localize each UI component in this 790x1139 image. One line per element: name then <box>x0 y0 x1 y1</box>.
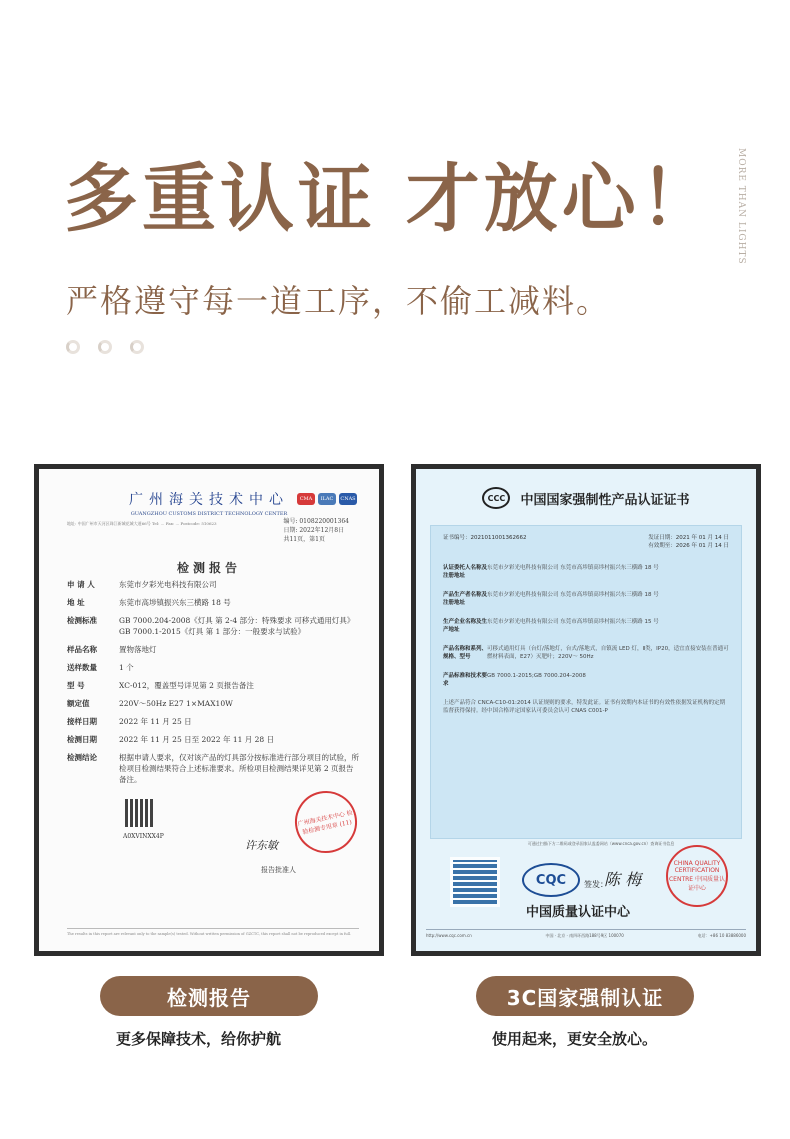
report-row <box>67 680 359 691</box>
report-stamp: 广州海关技术中心 检验检测专用章 (11) <box>289 785 363 859</box>
report-rows <box>67 579 359 792</box>
row-key: 认证委托人名称及注册地址 <box>443 565 488 579</box>
cert-issue-date: 发证日期：2021 年 01 月 14 日 <box>648 535 729 541</box>
report-approver: 报告批准人 <box>261 866 296 874</box>
row-key: 额定值 <box>67 699 90 708</box>
report-row <box>67 734 359 745</box>
cert-row <box>443 672 729 688</box>
report-footer: The results in this report are relevant only to the sample(s) tested. Without written permission of GZCTC, this report shall not be reproduced except in full. <box>67 928 359 937</box>
row-value: 220V～50Hz E27 1×MAX10W <box>119 699 233 708</box>
cert-header <box>428 487 744 509</box>
row-value: 2022 年 11 月 25 日至 2022 年 11 月 28 日 <box>119 735 275 744</box>
report-row <box>67 579 359 590</box>
row-key: 产品标准和技术要求 <box>443 673 488 687</box>
subline: 严格遵守每一道工序，不偷工减料。 <box>66 282 611 320</box>
circle-icon <box>66 340 80 354</box>
row-value: 1 个 <box>119 663 134 672</box>
row-key: 接样日期 <box>67 717 97 726</box>
report-id-code: A0XVINXX4P <box>123 833 164 840</box>
row-key: 样品名称 <box>67 645 97 654</box>
row-key: 型 号 <box>67 681 85 690</box>
row-key: 申 请 人 <box>67 580 95 589</box>
ccc-badge: 3C国家强制认证 <box>476 976 694 1016</box>
report-row <box>67 662 359 673</box>
test-report-caption: 更多保障技术，给你护航 <box>116 1030 282 1048</box>
ccc-cert-image[interactable] <box>411 464 761 956</box>
ccc-caption: 使用起来，更安全放心。 <box>492 1030 658 1048</box>
report-title: 检测报告 <box>176 561 241 575</box>
cert-footer-tel: 电话：+86 10 83886000 <box>697 933 746 938</box>
cqc-logo-icon: CQC <box>522 863 580 897</box>
cert-note: 可通过扫描下方二维码或登录国家认监委网站（www.cnca.gov.cn）查询证书信息 <box>527 841 675 846</box>
cert-legal: 上述产品符合 CNCA-C10-01:2014 认证规则的要求，特发此证。证书有效期内本证书的有效性依据发证机构的定期监督获得保持。经中国合格评定国家认可委员会认可 CNAS C001-P <box>443 700 726 714</box>
report-number: 编号: 0108220001364 <box>283 518 349 525</box>
ccc-logo-icon: CCC <box>482 487 510 509</box>
ccc-cert-doc <box>416 469 756 951</box>
cma-logo-icon: CMA <box>297 493 315 505</box>
cert-footer <box>426 929 746 939</box>
side-text: MORE THAN LIGHTS <box>736 148 746 265</box>
cert-body <box>430 525 742 839</box>
report-row <box>67 752 359 785</box>
row-value: GB 7000.1-2015;GB 7000.204-2008 <box>487 673 586 679</box>
cert-dates <box>648 534 729 550</box>
row-value: 东莞市夕彩光电科技有限公司 东莞市高埗镇高埗村振兴东三横路 15 号 <box>487 619 659 625</box>
report-row <box>67 644 359 655</box>
cert-title: 中国国家强制性产品认证证书 <box>520 492 690 508</box>
cert-signature: 陈 梅 <box>604 870 642 889</box>
cert-row <box>443 645 729 661</box>
row-key: 产品名称和系列、规格、型号 <box>443 646 488 660</box>
decor-circles <box>66 340 144 354</box>
report-pages: 共11页，第1页 <box>283 536 325 543</box>
circle-icon <box>130 340 144 354</box>
row-value: 东莞市夕彩光电科技有限公司 东莞市高埗镇高埗村振兴东三横路 18 号 <box>487 592 659 598</box>
report-row <box>67 698 359 709</box>
report-signature: 许东敏 <box>245 839 278 852</box>
row-key: 产品生产者名称及注册地址 <box>443 592 488 606</box>
row-value: 东莞市高埗镇振兴东三横路 18 号 <box>119 598 231 607</box>
report-row <box>67 716 359 727</box>
row-value: 东莞市夕彩光电科技有限公司 <box>119 580 217 589</box>
cert-row <box>443 564 729 580</box>
row-value: 2022 年 11 月 25 日 <box>119 717 192 726</box>
test-report-doc <box>39 469 379 951</box>
row-value: 可移式通用灯具（台灯/落地灯，台式/落地式，自镇流 LED 灯，Ⅱ类，IP20，适宜直接安装在普通可燃材料表面，E27）灭肥叶；220V～ 50Hz <box>487 646 729 660</box>
row-value: XC-012，覆盖型号详见第 2 页报告备注 <box>119 681 254 690</box>
test-report-badge: 检测报告 <box>100 976 318 1016</box>
cert-numbers <box>443 534 729 550</box>
test-report-image[interactable] <box>34 464 384 956</box>
cert-stamp: CHINA QUALITY CERTIFICATION CENTRE 中国质量认证中心 <box>666 845 728 907</box>
row-key: 检测标准 <box>67 616 97 625</box>
report-org-en: GUANGZHOU CUSTOMS DISTRICT TECHNOLOGY CENTER <box>130 511 288 517</box>
headline: 多重认证 才放心！ <box>64 156 718 242</box>
report-row <box>67 615 359 637</box>
cert-footer-url: http://www.cqc.com.cn <box>426 933 472 938</box>
report-meta <box>283 517 349 544</box>
row-key: 检测结论 <box>67 753 97 762</box>
row-key: 检测日期 <box>67 735 97 744</box>
cert-row <box>443 591 729 607</box>
row-key: 送样数量 <box>67 663 97 672</box>
cert-valid-date: 有效期至：2026 年 01 月 14 日 <box>648 543 729 549</box>
cnas-logo-icon: CNAS <box>339 493 357 505</box>
row-value: GB 7000.204-2008《灯具 第 2-4 部分：特殊要求 可移式通用灯具》 GB 7000.1-2015《灯具 第 1 部分：一般要求与试验》 <box>119 616 355 636</box>
sig-label: 签发： <box>584 880 608 889</box>
report-date: 日期: 2022年12月8日 <box>283 527 345 534</box>
report-row <box>67 597 359 608</box>
ilac-logo-icon: ILAC <box>318 493 336 505</box>
row-value: 根据申请人要求，仅对该产品的灯具部分按标准进行部分项目的试验，所检项目检测结果符合上述标准要求。所检项目检测结果详见第 2 页报告备注。 <box>119 753 359 784</box>
qr-code-icon <box>125 799 153 827</box>
row-value: 东莞市夕彩光电科技有限公司 东莞市高埗镇高埗村振兴东三横路 18 号 <box>487 565 659 571</box>
row-value: 置物落地灯 <box>119 645 157 654</box>
qr-code-icon <box>450 857 500 907</box>
cert-number: 证书编号：2021011001362662 <box>443 535 527 541</box>
cert-footer-addr: 中国 · 北京 · 南四环西路188号9区 100070 <box>545 933 624 938</box>
cert-row <box>443 618 729 634</box>
row-key: 地 址 <box>67 598 85 607</box>
report-address: 地址: 中国广州市天河区珠江新城花城大道66号 Tel: ... Fax: ... Postcode: 510623 <box>67 521 217 526</box>
report-org: 广州海关技术中心 <box>129 492 289 508</box>
cert-center-name: 中国质量认证中心 <box>526 905 631 920</box>
row-key: 生产企业名称及生产地址 <box>443 619 488 633</box>
circle-icon <box>98 340 112 354</box>
report-logos <box>297 493 357 505</box>
